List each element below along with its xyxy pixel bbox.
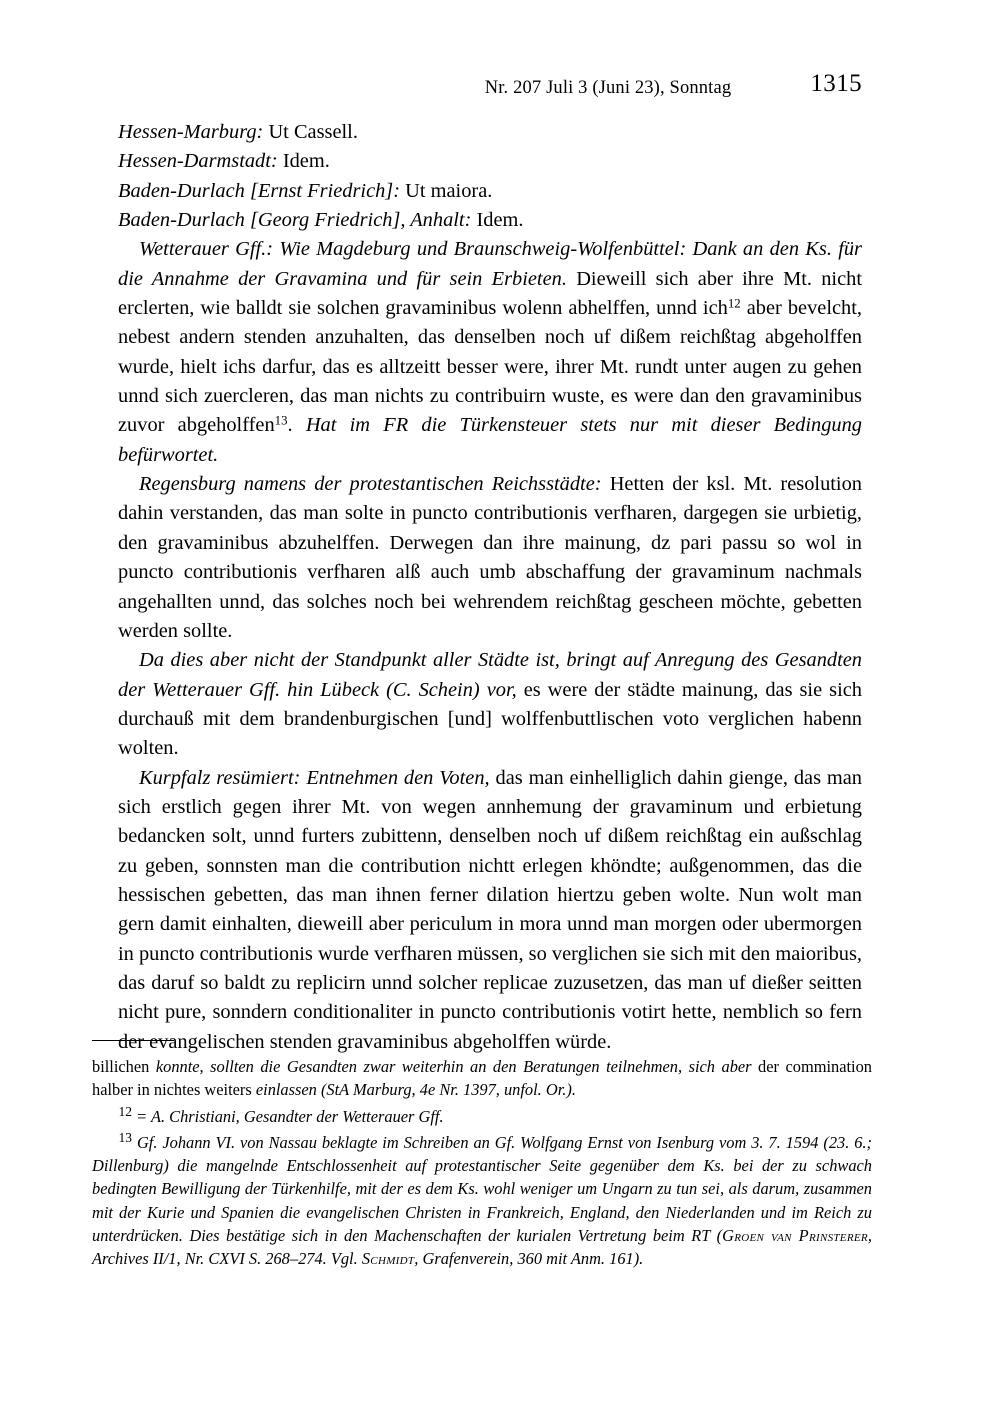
vote-speaker: Baden-Durlach [Georg Friedrich], Anhalt:	[118, 209, 472, 232]
kurpfalz-lead-italic: Kurpfalz resümiert: Entnehmen den Voten,	[139, 766, 490, 789]
paragraph-regensburg	[118, 470, 862, 646]
footnote-13-author-schmidt: Schmidt	[361, 1249, 415, 1269]
vote-text: Idem.	[471, 209, 524, 232]
footnote-cont-italic-2: einlassen (StA Marburg, 4e Nr. 1397, unfol. Or.).	[255, 1080, 576, 1100]
footnote-13-text-3: , Grafenverein, 360 mit Anm. 161).	[414, 1249, 644, 1269]
paragraph-staedte	[118, 646, 862, 763]
footnote-13-author-groen: Groen van Prinsterer	[722, 1226, 868, 1246]
main-text-block	[118, 118, 862, 1057]
footnote-12: $^{12}$ = A. Christiani, Gesandter der Wetterauer Gff.	[118, 1103, 444, 1126]
regensburg-roman: Hetten der ksl. Mt. resolution dahin verstanden, das man solte in puncto contributionis verfharen, dargegen sie urbietig, den gravaminibus abzuhelffen. Derwegen dan ihre mainung, dz pari passu so wol in puncto contributionis verfharen alß auch umb abschaffung der gravaminum nachmals angehallten unnd, das solches noch bei wehrendem reichßtag gescheen möchte, gebetten werden sollte.	[118, 473, 862, 642]
footnote-ref-13[interactable]: 13	[274, 413, 288, 428]
footnote-continuation	[92, 1055, 872, 1102]
footnote-12-text: = A. Christiani, Gesandter der Wetterauer Gff.	[136, 1106, 444, 1126]
paragraph-kurpfalz	[118, 764, 862, 1057]
footnote-area	[92, 1040, 872, 1271]
footnote-cont-italic-1: konnte, sollten die Gesandten zwar weiterhin an den Beratungen teilnehmen, sich aber	[155, 1057, 752, 1076]
vote-line	[118, 118, 862, 147]
vote-line	[118, 177, 862, 206]
vote-text: Ut maiora.	[400, 179, 493, 202]
wetterauer-lead-italic: Wetterauer Gff.: Wie Magdeburg und Braunschweig-Wolfenbüttel: Dank an den Ks. für die Annahme der Gravamina und für sein Erbieten.	[118, 238, 862, 290]
wetterauer-roman-1: Dieweill sich aber ihre Mt. nicht erclerten, wie balldt sie solchen gravaminibus wolenn abhelffen, unnd ich	[118, 267, 862, 320]
footnote-13-text-2: , Archives II/1, Nr. CXVI S. 268–274. Vgl.	[92, 1226, 872, 1269]
page-number: 1315	[810, 70, 862, 97]
vote-line	[118, 206, 862, 235]
running-head-title: Nr. 207 Juli 3 (Juni 23), Sonntag	[484, 78, 732, 98]
vote-speaker: Hessen-Darmstadt:	[118, 150, 278, 173]
page-header	[118, 0, 862, 120]
vote-line	[118, 147, 862, 176]
kurpfalz-roman: das man einhelliglich dahin gienge, das man sich erstlich gegen ihrer Mt. von wegen annhemung der gravaminum und erbietung bedancken solt, unnd furters zubittenn, denselben noch uf dißem reichßtag ein außschlag zu geben, sonnsten man die contribution nichtt erlegen khöndte; außgenommen, das die hessischen gebetten, das man ihnen ferner dilation hiertzu geben wolte. Nun wolt man gern damit einhalten, dieweill aber periculum in mora unnd man morgen oder ubermorgen in puncto contributionis wurde verfharen müssen, so verglichen sie sich mit den maioribus, das daruf so baldt zu replicirn unnd solcher replicae zuzusetzen, das man uf dießer seitten nicht pure, sonndern conditionaliter in puncto contributionis votirt hette, nemblich so fern der evangelischen stenden gravaminibus abgeholffen würde.	[118, 766, 862, 1053]
footnote-cont-roman-2: der commination halber in nichtes weiters	[92, 1057, 872, 1100]
running-head	[236, 78, 980, 99]
vote-speaker: Baden-Durlach [Ernst Friedrich]:	[118, 179, 401, 202]
paragraph-wetterauer	[118, 235, 862, 470]
footnote-ref-12[interactable]: 12	[727, 296, 741, 311]
vote-text: Idem.	[277, 150, 330, 173]
footnote-13: $^{13}$ Gf. Johann VI. von Nassau beklagte im Schreiben an Gf. Wolfgang Ernst von Isenburg vom 3. 7. 1594 (23. 6.; Dillenburg) die mangelnde Entschlossenheit auf protestantischer Seite gegenüber dem Ks. bei der zu schwach bedingten Bewilligung der Türkenhilfe, mit der es dem Ks. wohl weniger um Ungarn zu tun sei, als darum, zusammen mit der Kurie und Spanien die evangelischen Christen in Frankreich, England, den Niederlanden und im Reich zu unterdrücken. Dies bestätige sich in den Machenschaften der kurialen Vertretung beim RT (Groen van Prinsterer, Archives II/1, Nr. CXVI S. 268–274. Vgl. Schmidt, Grafenverein, 360 mit Anm. 161).	[92, 1130, 872, 1269]
regensburg-lead-italic: Regensburg namens der protestantischen Reichsstädte:	[139, 473, 602, 496]
staedte-lead-italic: Da dies aber nicht der Standpunkt aller Städte ist, bringt auf Anregung des Gesandten der Wetterauer Gff. hin Lübeck (C. Schein) vor,	[118, 649, 862, 701]
wetterauer-roman-3: .	[287, 414, 306, 437]
vote-text: Ut Cassell.	[263, 121, 358, 143]
footnote-13-text-1: Gf. Johann VI. von Nassau beklagte im Schreiben an Gf. Wolfgang Ernst von Isenburg vom 3. 7. 1594 (23. 6.; Dillenburg) die mangelnde Entschlossenheit auf protestantischer Seite gegenüber dem Ks. bei der zu schwach bedingten Bewilligung der Türkenhilfe, mit der es dem Ks. wohl weniger um Ungarn zu tun sei, als darum, zusammen mit der Kurie und Spanien die evangelischen Christen in Frankreich, England, den Niederlanden und im Reich zu unterdrücken. Dies bestätige sich in den Machenschaften der kurialen Vertretung beim RT (	[92, 1132, 872, 1246]
staedte-roman: es were der städte mainung, das sie sich durchauß mit dem brandenburgischen [und] wolffenbuttlischen voto verglichen habenn wolten.	[118, 678, 862, 760]
footnote-cont-roman-1: billichen	[92, 1057, 156, 1076]
wetterauer-roman-2: aber bevelcht, nebest andern stenden anzuhalten, das denselben noch uf dißem reichßtag abgeholffen wurde, hielt ichs darfur, das es alltzeitt besser were, ihrer Mt. rundt unter augen zu gehen unnd sich zuercleren, das man nichts zu contribuirn wuste, es were dan den gravaminibus zuvor abgeholffen	[118, 297, 862, 437]
vote-speaker: Hessen-Marburg:	[118, 121, 264, 143]
footnote-separator-rule	[92, 1040, 174, 1041]
wetterauer-trail-italic: Hat im FR die Türkensteuer stets nur mit dieser Bedingung befürwortet.	[118, 414, 862, 466]
